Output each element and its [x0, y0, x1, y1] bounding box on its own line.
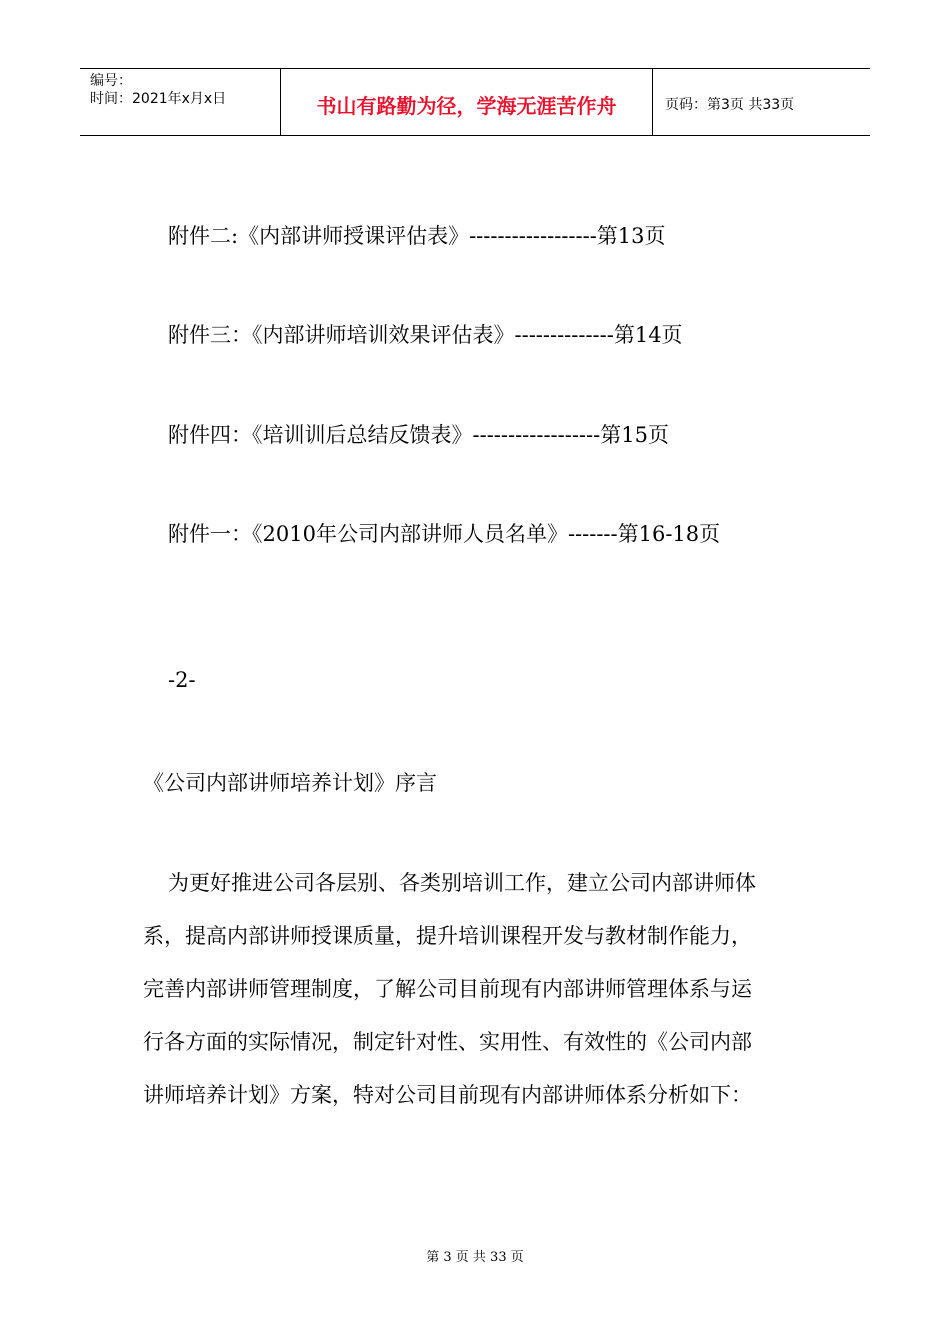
page-footer: 第 3 页 共 33 页: [426, 1250, 524, 1265]
header-meta: [80, 69, 281, 135]
document-number-label: 编号：: [90, 73, 132, 89]
page-marker: -2-: [168, 668, 196, 692]
paragraph-line: 为更好推进公司各层别、各类别培训工作，建立公司内部讲师体: [168, 871, 756, 895]
toc-entry-appendix-4: 附件四：《培训训后总结反馈表》------------------第15页: [168, 423, 669, 447]
toc-entry-appendix-1: 附件一：《2010年公司内部讲师人员名单》-------第16-18页: [168, 522, 721, 546]
toc-entry-appendix-2: 附件二:《内部讲师授课评估表》------------------第13页: [168, 224, 666, 248]
document-time-label: 时间：2021年x月x日: [90, 91, 227, 107]
header-motto: 书山有路勤为径，学海无涯苦作舟: [281, 69, 653, 135]
toc-entry-appendix-3: 附件三：《内部讲师培训效果评估表》--------------第14页: [168, 323, 683, 347]
paragraph-line: 行各方面的实际情况，制定针对性、实用性、有效性的《公司内部: [143, 1030, 752, 1054]
paragraph-line: 讲师培养计划》方案，特对公司目前现有内部讲师体系分析如下：: [143, 1083, 752, 1107]
header-page-info: 页码：第3页 共33页: [665, 97, 795, 113]
preface-paragraph: [143, 857, 823, 1122]
page-header: [80, 68, 870, 136]
paragraph-line: 完善内部讲师管理制度，了解公司目前现有内部讲师管理体系与运: [143, 977, 752, 1001]
section-title: 《公司内部讲师培养计划》序言: [143, 771, 437, 795]
paragraph-line: 系，提高内部讲师授课质量，提升培训课程开发与教材制作能力，: [143, 924, 752, 948]
